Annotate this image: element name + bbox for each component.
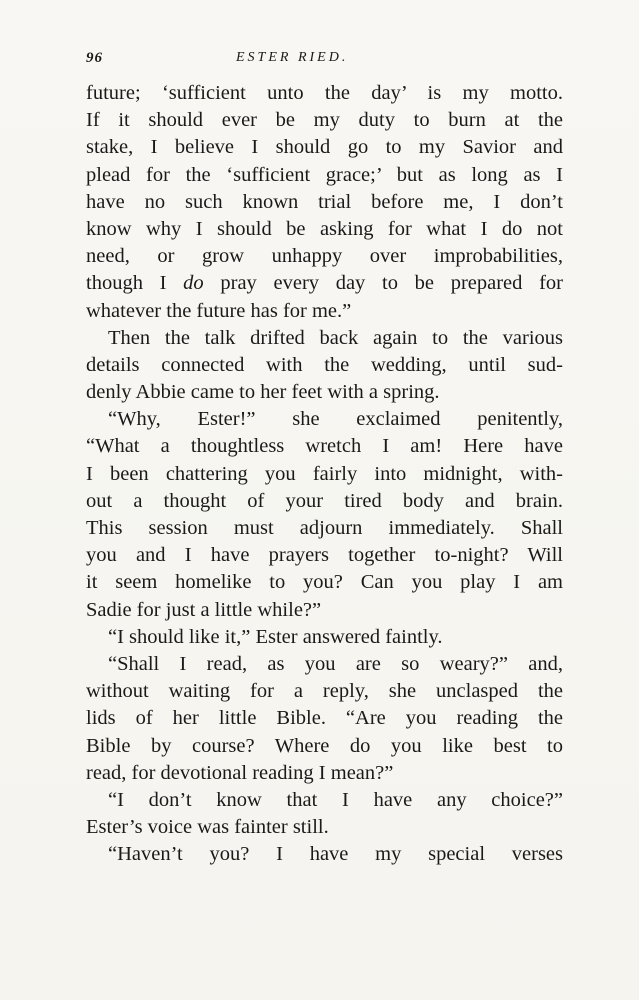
- text-line: denly Abbie came to her feet with a spring.: [86, 381, 440, 404]
- text-line: If it should ever be my duty to burn at the: [86, 109, 563, 132]
- text-line: “What a thoughtless wretch I am! Here have: [86, 435, 563, 458]
- running-title: ESTER RIED.: [236, 50, 349, 65]
- page-number: 96: [86, 50, 103, 66]
- text-line: This session must adjourn immediately. Shall: [86, 517, 563, 539]
- text-line: “Why, Ester!” she exclaimed penitently,: [108, 408, 563, 431]
- text-line: know why I should be asking for what I do not: [86, 217, 563, 240]
- text-line: Then the talk drifted back again to the various: [108, 326, 563, 349]
- body-text: [86, 80, 563, 868]
- text-line: “Haven’t you? I have my special verses: [108, 843, 563, 866]
- text-line: without waiting for a reply, she unclasped the: [86, 680, 563, 703]
- text-line: read, for devotional reading I mean?”: [86, 761, 394, 784]
- text-line: details connected with the wedding, until sud-: [86, 353, 563, 376]
- text-line: lids of her little Bible. “Are you reading the: [86, 707, 563, 730]
- page-header: [86, 50, 566, 72]
- text-line: “Shall I read, as you are so weary?” and,: [108, 652, 563, 675]
- text-line: it seem homelike to you? Can you play I am: [86, 571, 563, 594]
- text-line: out a thought of your tired body and brain.: [86, 489, 563, 512]
- text-line: whatever the future has for me.”: [86, 299, 352, 322]
- text-line: plead for the ‘sufficient grace;’ but as long as I: [86, 163, 563, 186]
- text-line: stake, I believe I should go to my Savior and: [86, 136, 563, 159]
- emphasized-word: do: [183, 272, 204, 295]
- text-line: Sadie for just a little while?”: [86, 598, 322, 621]
- text-line: you and I have prayers together to-night? Will: [86, 544, 563, 567]
- text-line: I been chattering you fairly into midnight, with-: [86, 462, 563, 485]
- text-line: Ester’s voice was fainter still.: [86, 816, 329, 839]
- text-line: “I should like it,” Ester answered faintly.: [108, 625, 443, 648]
- text-line: [86, 270, 563, 297]
- text-segment: though I: [86, 272, 184, 295]
- text-line: Bible by course? Where do you like best to: [86, 734, 563, 757]
- text-line: have no such known trial before me, I don’t: [86, 190, 563, 213]
- text-line: future; ‘sufficient unto the day’ is my motto.: [86, 82, 563, 104]
- text-line: need, or grow unhappy over improbabilities,: [86, 245, 563, 268]
- text-segment: pray every day to be prepared for: [203, 272, 563, 295]
- text-line: “I don’t know that I have any choice?”: [108, 788, 563, 811]
